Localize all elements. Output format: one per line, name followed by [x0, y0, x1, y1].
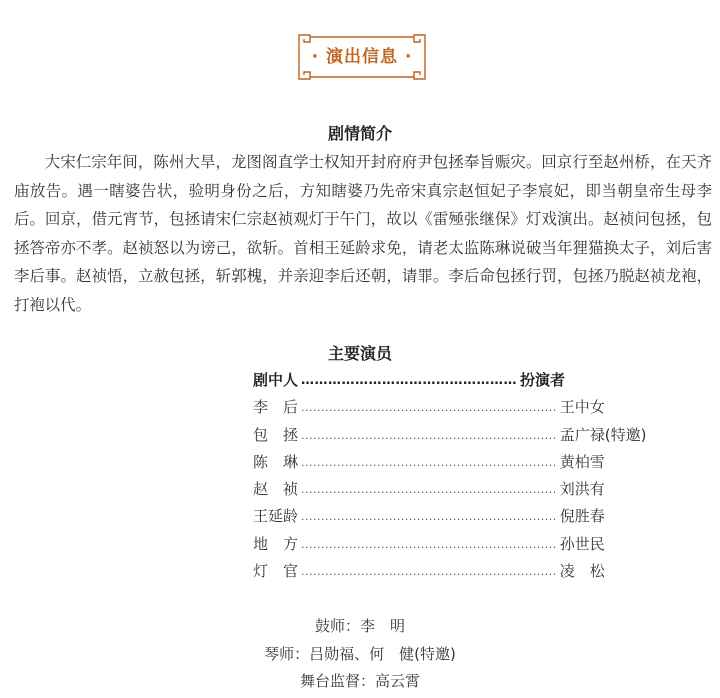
cast-actor: 孙世民 — [559, 534, 605, 553]
synopsis-title: 剧情简介 — [327, 124, 392, 143]
dot-leader: ................................................................ — [301, 455, 557, 469]
cast-actor: 凌 松 — [559, 562, 605, 581]
dot-leader: ................................................................ — [301, 483, 557, 497]
banner-title: · 演出信息 · — [311, 47, 413, 67]
cast-row — [253, 394, 605, 421]
cast-title: 主要演员 — [327, 344, 392, 363]
cast-list — [253, 367, 647, 585]
dot-leader: ................................................................ — [301, 565, 557, 579]
cast-row — [253, 449, 605, 476]
synopsis-text: 大宋仁宗年间，陈州大旱，龙图阁直学士权知开封府府尹包拯奉旨赈灾。回京行至赵州桥，在天齐庙放告。遇一瞎婆告状，验明身份之后，方知瞎婆乃先帝宋真宗赵恒妃子李宸妃，即当朝皇帝生母李后。回京，借元宵节，包拯请宋仁宗赵祯观灯于午门，故以《雷殛张继保》灯戏演出。赵祯问包拯，包拯答帝亦不孝。赵祯怒以为谤己，欲斩。首相王延龄求免，请老太监陈琳说破当年狸猫换太子，刘后害李后事。赵祯悟，立赦包拯，斩郭槐，并亲迎李后还朝，请罪。李后命包拯行罚，包拯乃脱赵祯龙袍，打袍以代。 — [14, 153, 712, 314]
dot-leader: ................................................................ — [301, 510, 557, 524]
cast-role: 地 方 — [253, 534, 299, 553]
cast-actor: 倪胜春 — [559, 507, 605, 526]
cast-row — [253, 503, 605, 530]
cast-actor: 刘洪有 — [559, 480, 605, 499]
cast-role: 灯 官 — [253, 562, 299, 581]
section-banner — [296, 32, 428, 82]
cast-header-role: 剧中人 — [253, 371, 299, 389]
cast-row — [253, 531, 605, 558]
dot-leader: ................................................................ — [301, 401, 557, 415]
cast-role: 李 后 — [253, 398, 299, 417]
cast-role: 王延龄 — [253, 507, 299, 526]
crew-fiddler: 琴师：吕勋福、何 健(特邀) — [264, 645, 456, 663]
cast-actor: 王中女 — [559, 398, 605, 417]
dot-leader: ………………………………………… — [301, 373, 518, 388]
cast-actor: 孟广禄(特邀) — [559, 425, 647, 444]
crew-stage-manager: 舞台监督：高云霄 — [299, 672, 420, 690]
cast-row — [253, 558, 605, 585]
cast-actor: 黄柏雪 — [559, 452, 605, 471]
cast-role: 赵 祯 — [253, 480, 299, 499]
cast-row — [253, 422, 647, 449]
cast-role: 陈 琳 — [253, 452, 299, 471]
dot-leader: ................................................................ — [301, 428, 557, 442]
dot-leader: ................................................................ — [301, 537, 557, 551]
cast-header-actor: 扮演者 — [520, 371, 566, 389]
cast-row — [253, 476, 605, 503]
cast-role: 包 拯 — [253, 425, 299, 444]
cast-header-row — [253, 367, 566, 394]
crew-drummer: 鼓师：李 明 — [314, 617, 405, 635]
